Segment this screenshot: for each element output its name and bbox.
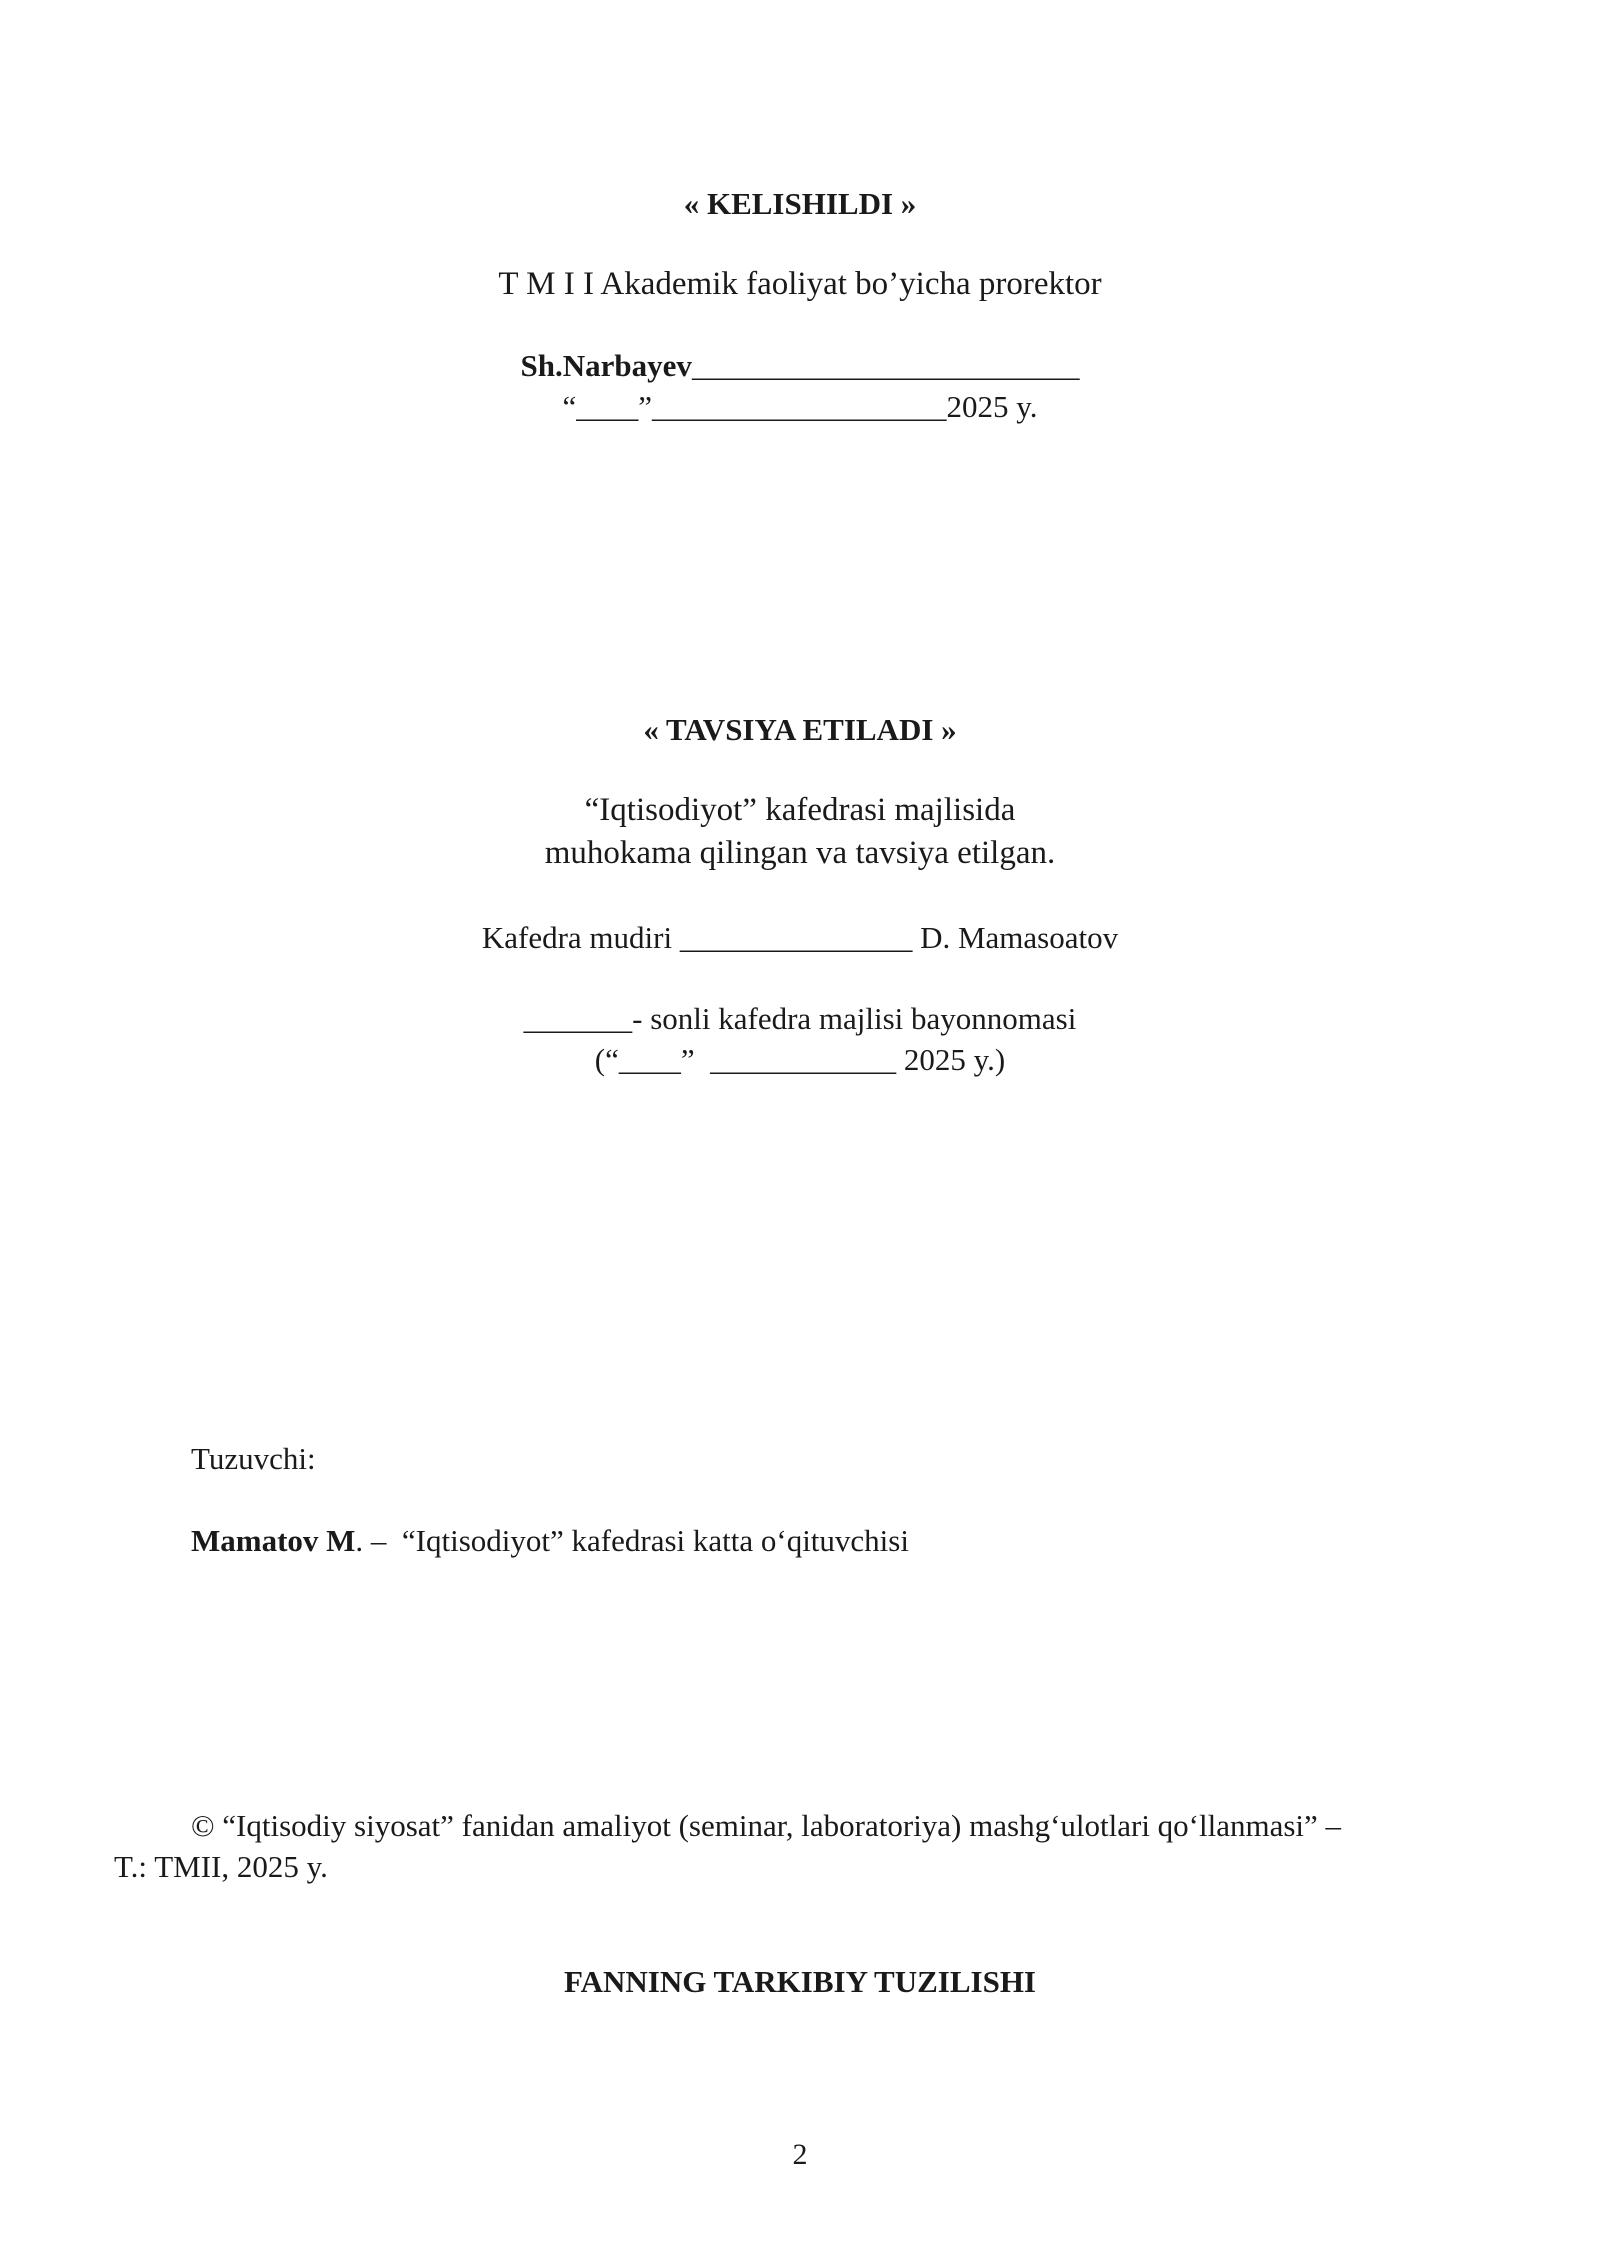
author-role: . – “Iqtisodiyot” kafedrasi katta o‘qituvchisi xyxy=(355,1523,909,1558)
protocol-date-line: (“____” ____________ 2025 y.) xyxy=(594,1042,1006,1077)
copyright-line2: T.: TMII, 2025 y. xyxy=(114,1849,328,1884)
copyright-line1: © “Iqtisodiy siyosat” fanidan amaliyot (seminar, laboratoriya) mashg‘ulotlari qo‘llanmasi” – xyxy=(191,1808,1342,1843)
recommended-line1: “Iqtisodiyot” kafedrasi majlisida xyxy=(584,792,1016,828)
protocol-line: _______- sonli kafedra majlisi bayonnomasi xyxy=(523,1001,1077,1036)
recommended-line2: muhokama qilingan va tavsiya etilgan. xyxy=(544,835,1056,871)
agreed-heading: « KELISHILDI » xyxy=(683,186,917,221)
author-name: Mamatov M xyxy=(191,1523,356,1558)
agreed-position: T M I I Akademik faoliyat bo’yicha prorektor xyxy=(498,266,1102,302)
agreed-signature-row xyxy=(0,348,1600,384)
author-label: Tuzuvchi: xyxy=(191,1441,316,1476)
recommended-heading: « TAVSIYA ETILADI » xyxy=(643,712,957,747)
signer-name: Sh.Narbayev xyxy=(520,348,692,383)
author-line xyxy=(191,1523,909,1559)
signature-line: _________________________ xyxy=(691,348,1080,383)
section-title: FANNING TARKIBIY TUZILISHI xyxy=(563,1964,1036,1999)
agreed-date-line: “____”___________________2025 y. xyxy=(562,389,1038,424)
page-number: 2 xyxy=(792,2138,808,2171)
head-of-department-line: Kafedra mudiri _______________ D. Mamasoatov xyxy=(481,920,1119,955)
